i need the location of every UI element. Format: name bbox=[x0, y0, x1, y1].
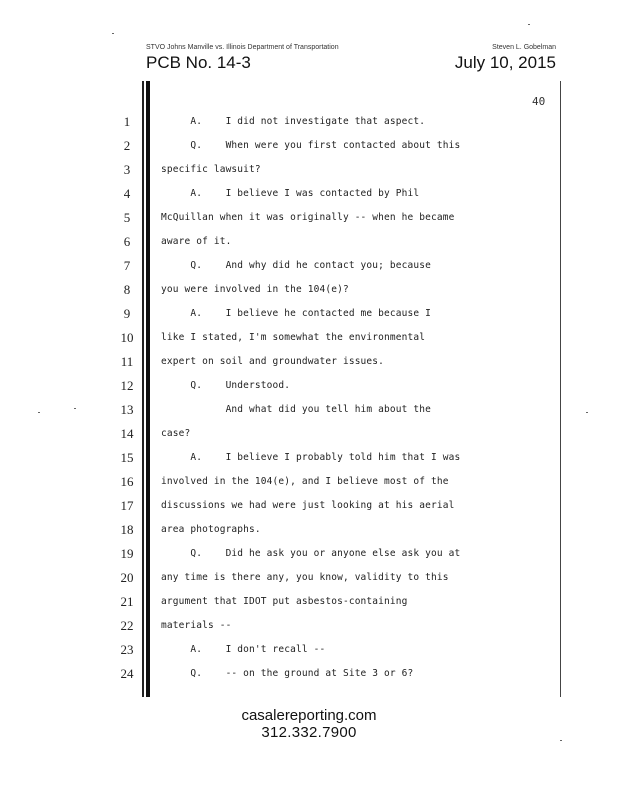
line-text: aware of it. bbox=[161, 236, 232, 247]
line-text: Q. -- on the ground at Site 3 or 6? bbox=[161, 668, 414, 679]
line-number: 14 bbox=[120, 426, 134, 441]
scan-speck bbox=[112, 33, 114, 34]
line-text: discussions we had were just looking at his aerial bbox=[161, 500, 455, 511]
transcript-line bbox=[0, 352, 618, 376]
line-text: Q. Understood. bbox=[161, 380, 291, 391]
transcript-line bbox=[0, 568, 618, 592]
footer-website: casalereporting.com bbox=[241, 707, 377, 724]
transcript-line bbox=[0, 640, 618, 664]
line-text: specific lawsuit? bbox=[161, 164, 261, 175]
line-number: 1 bbox=[123, 114, 131, 129]
line-text: Q. Did he ask you or anyone else ask you at bbox=[161, 548, 461, 559]
scan-speck bbox=[586, 412, 588, 413]
line-number: 19 bbox=[120, 546, 134, 561]
transcript-line bbox=[0, 616, 618, 640]
scan-speck bbox=[560, 740, 562, 741]
transcript-line bbox=[0, 112, 618, 136]
transcript-line bbox=[0, 304, 618, 328]
line-text: involved in the 104(e), and I believe most of the bbox=[161, 476, 449, 487]
line-number: 4 bbox=[123, 186, 131, 201]
line-text: like I stated, I'm somewhat the environmental bbox=[161, 332, 426, 343]
transcript-line bbox=[0, 184, 618, 208]
pcb-number: PCB No. 14-3 bbox=[146, 53, 251, 72]
transcript-line bbox=[0, 136, 618, 160]
line-number: 6 bbox=[123, 234, 131, 249]
line-text: any time is there any, you know, validity to this bbox=[161, 572, 449, 583]
line-text: And what did you tell him about the bbox=[161, 404, 431, 415]
transcript-line bbox=[0, 592, 618, 616]
line-number: 16 bbox=[120, 474, 134, 489]
transcript-line bbox=[0, 280, 618, 304]
line-number: 12 bbox=[120, 378, 134, 393]
transcript-line bbox=[0, 424, 618, 448]
line-number: 11 bbox=[120, 354, 134, 369]
line-text: A. I believe I was contacted by Phil bbox=[161, 188, 420, 199]
witness-name: Steven L. Gobelman bbox=[492, 44, 556, 51]
line-text: Q. And why did he contact you; because bbox=[161, 260, 431, 271]
line-text: you were involved in the 104(e)? bbox=[161, 284, 349, 295]
line-text: area photographs. bbox=[161, 524, 261, 535]
transcript-line bbox=[0, 496, 618, 520]
transcript-line bbox=[0, 256, 618, 280]
transcript-line bbox=[0, 232, 618, 256]
transcript-line bbox=[0, 544, 618, 568]
line-number: 20 bbox=[120, 570, 134, 585]
transcript-line bbox=[0, 376, 618, 400]
scan-speck bbox=[38, 412, 40, 413]
line-number: 9 bbox=[123, 306, 131, 321]
transcript-line bbox=[0, 400, 618, 424]
line-number: 13 bbox=[120, 402, 134, 417]
line-number: 8 bbox=[123, 282, 131, 297]
line-text: argument that IDOT put asbestos-containing bbox=[161, 596, 408, 607]
line-number: 18 bbox=[120, 522, 134, 537]
line-text: A. I don't recall -- bbox=[161, 644, 326, 655]
case-caption: STVO Johns Manville vs. Illinois Department of Transportation bbox=[146, 44, 339, 51]
line-number: 23 bbox=[120, 642, 134, 657]
scan-speck bbox=[74, 408, 76, 409]
transcript-line bbox=[0, 520, 618, 544]
transcript-line bbox=[0, 448, 618, 472]
transcript-line bbox=[0, 160, 618, 184]
line-text: expert on soil and groundwater issues. bbox=[161, 356, 385, 367]
line-text: materials -- bbox=[161, 620, 232, 631]
page-number: 40 bbox=[532, 95, 546, 108]
line-text: McQuillan when it was originally -- when he became bbox=[161, 212, 455, 223]
line-text: case? bbox=[161, 428, 191, 439]
line-number: 17 bbox=[120, 498, 134, 513]
line-text: A. I believe I probably told him that I was bbox=[161, 452, 461, 463]
line-number: 21 bbox=[120, 594, 134, 609]
line-text: Q. When were you first contacted about this bbox=[161, 140, 461, 151]
line-number: 22 bbox=[120, 618, 134, 633]
line-number: 7 bbox=[123, 258, 131, 273]
line-text: A. I believe he contacted me because I bbox=[161, 308, 431, 319]
transcript-line bbox=[0, 664, 618, 688]
scan-speck bbox=[528, 24, 530, 25]
transcript-line bbox=[0, 328, 618, 352]
deposition-date: July 10, 2015 bbox=[454, 53, 556, 72]
line-number: 10 bbox=[120, 330, 134, 345]
line-number: 3 bbox=[123, 162, 131, 177]
transcript-line bbox=[0, 208, 618, 232]
footer-phone: 312.332.7900 bbox=[261, 724, 357, 741]
line-text: A. I did not investigate that aspect. bbox=[161, 116, 426, 127]
line-number: 24 bbox=[120, 666, 134, 681]
line-number: 5 bbox=[123, 210, 131, 225]
line-number: 2 bbox=[123, 138, 131, 153]
line-number: 15 bbox=[120, 450, 134, 465]
transcript-line bbox=[0, 472, 618, 496]
